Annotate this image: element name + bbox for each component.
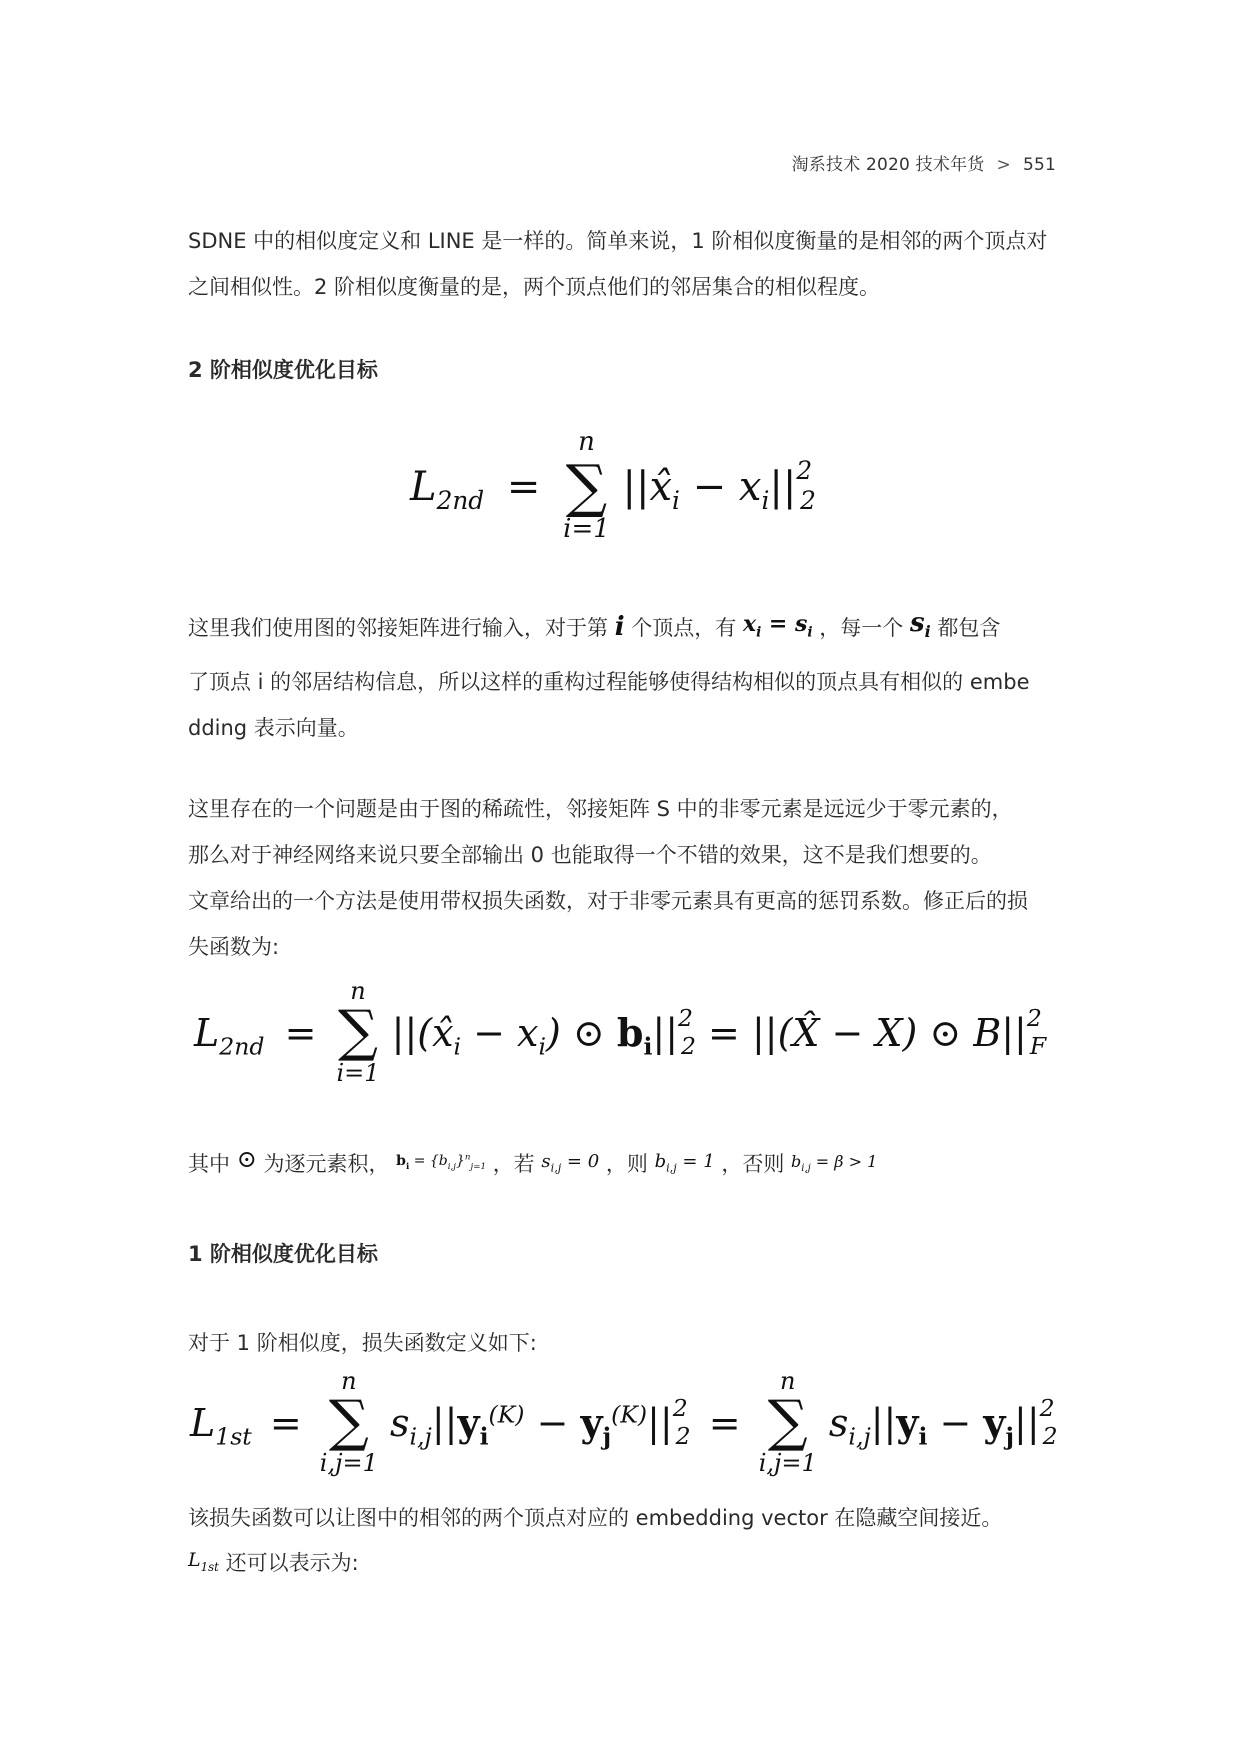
book-title: 淘系技术 2020 技术年货 xyxy=(791,155,985,175)
para3-line-3: 文章给出的一个方法是使用带权损失函数，对于非零元素具有更高的惩罚系数。修正后的损 xyxy=(188,889,1028,913)
reconstruction-paragraph xyxy=(188,604,1068,751)
header-separator: > xyxy=(996,155,1011,175)
math-i: i xyxy=(614,612,625,642)
sparsity-paragraph xyxy=(188,786,1058,970)
math-bij-beta: $b_{i,j} = \beta > 1$ xyxy=(791,1152,878,1175)
embedding-paragraph: 该损失函数可以让图中的相邻的两个顶点对应的 embedding vector 在隐藏空间接近。 xyxy=(188,1506,1003,1530)
math-si: $s_i$ xyxy=(909,608,931,642)
intro-paragraph xyxy=(188,218,1058,310)
heading-first-order: 1 阶相似度优化目标 xyxy=(188,1242,378,1266)
intro-line-1: SDNE 中的相似度定义和 LINE 是一样的。简单来说，1 阶相似度衡量的是相邻的两个顶点对 xyxy=(188,229,1048,253)
para3-line-4: 失函数为: xyxy=(188,935,280,959)
formula-l1st: $L_{1st}$ = n ∑ i,j=1 $s_{i,j}||y_i^{(K)} - y_j^{(K)}||^2_2$ = n ∑ i,j=1 $s_{i,j}||y_i - y_j||^2_2$ xyxy=(190,1367,1058,1478)
para3-line-1: 这里存在的一个问题是由于图的稀疏性，邻接矩阵 S 中的非零元素是远远少于零元素的， xyxy=(188,797,1013,821)
odot-icon: ⊙ xyxy=(236,1145,257,1173)
math-xi-eq-si: $x_i = s_i$ xyxy=(742,611,813,641)
formula-l2nd-weighted: $L_{2nd}$ = n ∑ i=1 $||(x̂_i - x_i)$ ⊙ $b_i||^2_2$ = ||(X̂ − X) ⊙ $B||^2_F$ xyxy=(194,977,1047,1088)
para2-line-2: 了顶点 i 的邻居结构信息，所以这样的重构过程能够使得结构相似的顶点具有相似的 embe xyxy=(188,670,1030,695)
math-bi-def: bi = {bi,j}nj=1 xyxy=(396,1152,486,1172)
math-sij-zero: $s_{i,j} = 0$ xyxy=(541,1151,600,1175)
heading-second-order: 2 阶相似度优化目标 xyxy=(188,358,378,382)
page-header xyxy=(792,150,1056,175)
math-l1st: $L_{1st}$ xyxy=(188,1549,219,1574)
math-bij-one: $b_{i,j} = 1$ xyxy=(654,1151,715,1175)
alt-form-paragraph: $L_{1st}$ 还可以表示为: xyxy=(188,1549,359,1575)
formula-l2nd: $L_{2nd}$ = n ∑ i=1 $||x̂_i - x_i||^2_2$ xyxy=(410,427,816,544)
intro-line-2: 之间相似性。2 阶相似度衡量的是，两个顶点他们的邻居集合的相似程度。 xyxy=(188,275,881,299)
para3-line-2: 那么对于神经网络来说只要全部输出 0 也能取得一个不错的效果，这不是我们想要的。 xyxy=(188,843,992,867)
para2-line-1: 这里我们使用图的邻接矩阵进行输入，对于第 i 个顶点，有 $x_i = s_i$ ，每一个 $s_i$ 都包含 xyxy=(188,608,1001,642)
elementwise-paragraph: 其中 ⊙ 为逐元素积， $^{b_i = \{b_{i,j}\}^n_{j=1}}$ ，若 $s_{i,j} = 0$ ，则 $b_{i,j} = 1$ ，否则 $b_{i,j} = \beta > 1$ xyxy=(188,1145,878,1176)
para2-line-3: dding 表示向量。 xyxy=(188,716,359,741)
first-order-intro: 对于 1 阶相似度，损失函数定义如下: xyxy=(188,1331,537,1355)
page-number: 551 xyxy=(1022,155,1056,175)
